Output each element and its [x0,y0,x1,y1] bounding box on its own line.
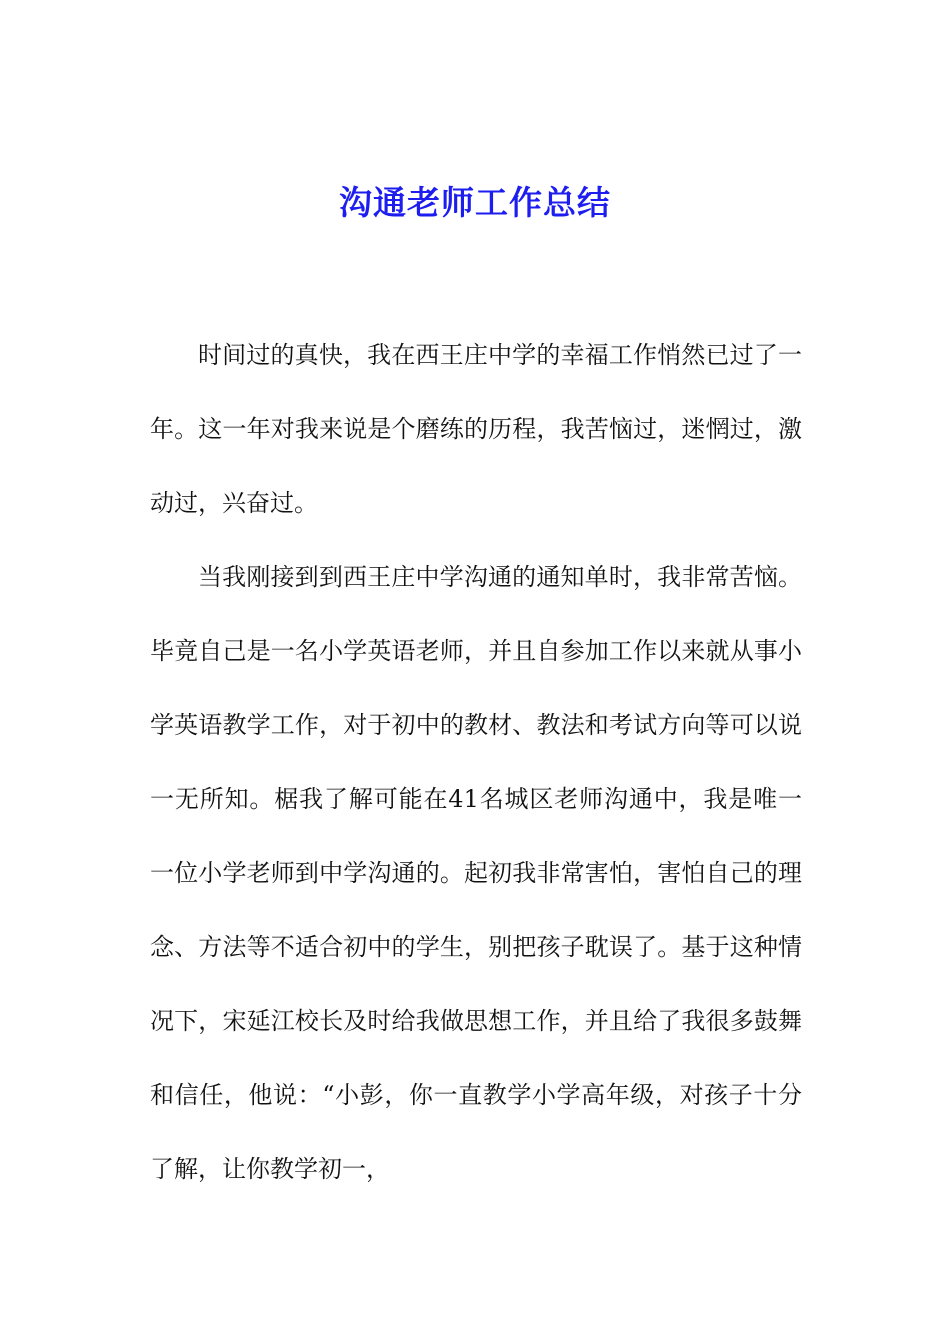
paragraph-2: 当我刚接到到西王庄中学沟通的通知单时，我非常苦恼。毕竟自己是一名小学英语老师，并且自参加工作以来就从事小学英语教学工作，对于初中的教材、教法和考试方向等可以说一无所知。椐我了解可能在41名城区老师沟通中，我是唯一一位小学老师到中学沟通的。起初我非常害怕，害怕自己的理念、方法等不适合初中的学生，别把孩子耽误了。基于这种情况下，宋延江校长及时给我做思想工作，并且给了我很多鼓舞和信任，他说：“小彭，你一直教学小学高年级，对孩子十分了解，让你教学初一， [150,563,802,1183]
document-body [150,318,802,1206]
paragraph-1: 时间过的真快，我在西王庄中学的幸福工作悄然已过了一年。这一年对我来说是个磨练的历程，我苦恼过，迷惘过，激动过，兴奋过。 [150,341,802,517]
document-title: 沟通老师工作总结 [339,183,611,222]
